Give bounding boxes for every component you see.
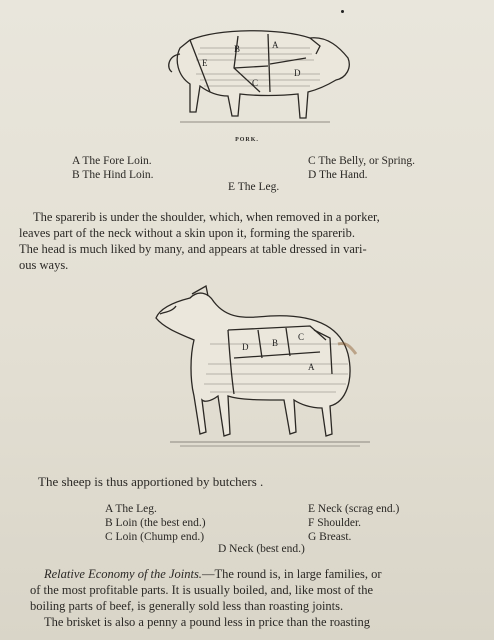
pork-caption: PORK.: [235, 137, 259, 143]
para2-line1-text: —The round is, in large families, or: [201, 567, 382, 581]
pig-label-a: A: [272, 40, 279, 50]
para2-line2: of the most profitable parts. It is usually boiled, and, like most of the: [30, 583, 373, 597]
pig-illustration: [160, 28, 360, 128]
sheep-label-c: C: [298, 332, 305, 342]
pork-legend-left: [72, 154, 154, 182]
sheep-legend-e: E Neck (scrag end.): [308, 503, 400, 515]
pork-legend-right: [308, 154, 415, 182]
pork-legend-c: C The Belly, or Spring.: [308, 155, 416, 167]
sheep-illustration: [150, 284, 380, 454]
ink-speck: [341, 10, 344, 13]
pig-label-e: E: [202, 58, 208, 68]
pig-label-c: C: [252, 78, 259, 88]
pork-legend-d: D The Hand.: [308, 169, 368, 181]
para1-line2: leaves part of the neck without a skin upon it, forming the sparerib.: [19, 226, 356, 240]
sparerib-paragraph: [19, 209, 488, 273]
sheep-legend-c: C Loin (Chump end.): [105, 531, 205, 543]
sheep-legend-b: B Loin (the best end.): [105, 517, 206, 529]
pork-legend-b: B The Hind Loin.: [72, 169, 154, 181]
sheep-legend-g: G Breast.: [308, 531, 352, 543]
para2-line3: boiling parts of beef, is generally sold less than roasting joints.: [30, 599, 344, 613]
sheep-label-b: B: [272, 338, 279, 348]
sheep-label-d: D: [242, 342, 249, 352]
sheep-heading: The sheep is thus apportioned by butchers .: [38, 474, 264, 489]
sheep-legend-a: A The Leg.: [105, 503, 157, 515]
sheep-legend-d: D Neck (best end.): [218, 543, 305, 555]
para1-line1: The sparerib is under the shoulder, which, when removed in a porker,: [33, 210, 380, 224]
para2-title: Relative Economy of the Joints.: [44, 567, 202, 581]
para2-line4: The brisket is also a penny a pound less in price than the roasting: [44, 615, 370, 629]
sheep-legend-right: [308, 502, 399, 544]
sheep-legend-left: [105, 502, 206, 544]
para1-line4: ous ways.: [19, 258, 69, 272]
economy-paragraph: [30, 566, 494, 630]
pig-label-d: D: [294, 68, 301, 78]
pig-label-b: B: [234, 44, 241, 54]
pork-legend-a: A The Fore Loin.: [72, 155, 152, 167]
para1-line3: The head is much liked by many, and appears at table dressed in vari-: [19, 242, 367, 256]
pork-legend-e: E The Leg.: [228, 181, 280, 193]
para2-line1: [44, 566, 494, 582]
sheep-label-a: A: [308, 362, 315, 372]
sheep-legend-f: F Shoulder.: [308, 517, 362, 529]
